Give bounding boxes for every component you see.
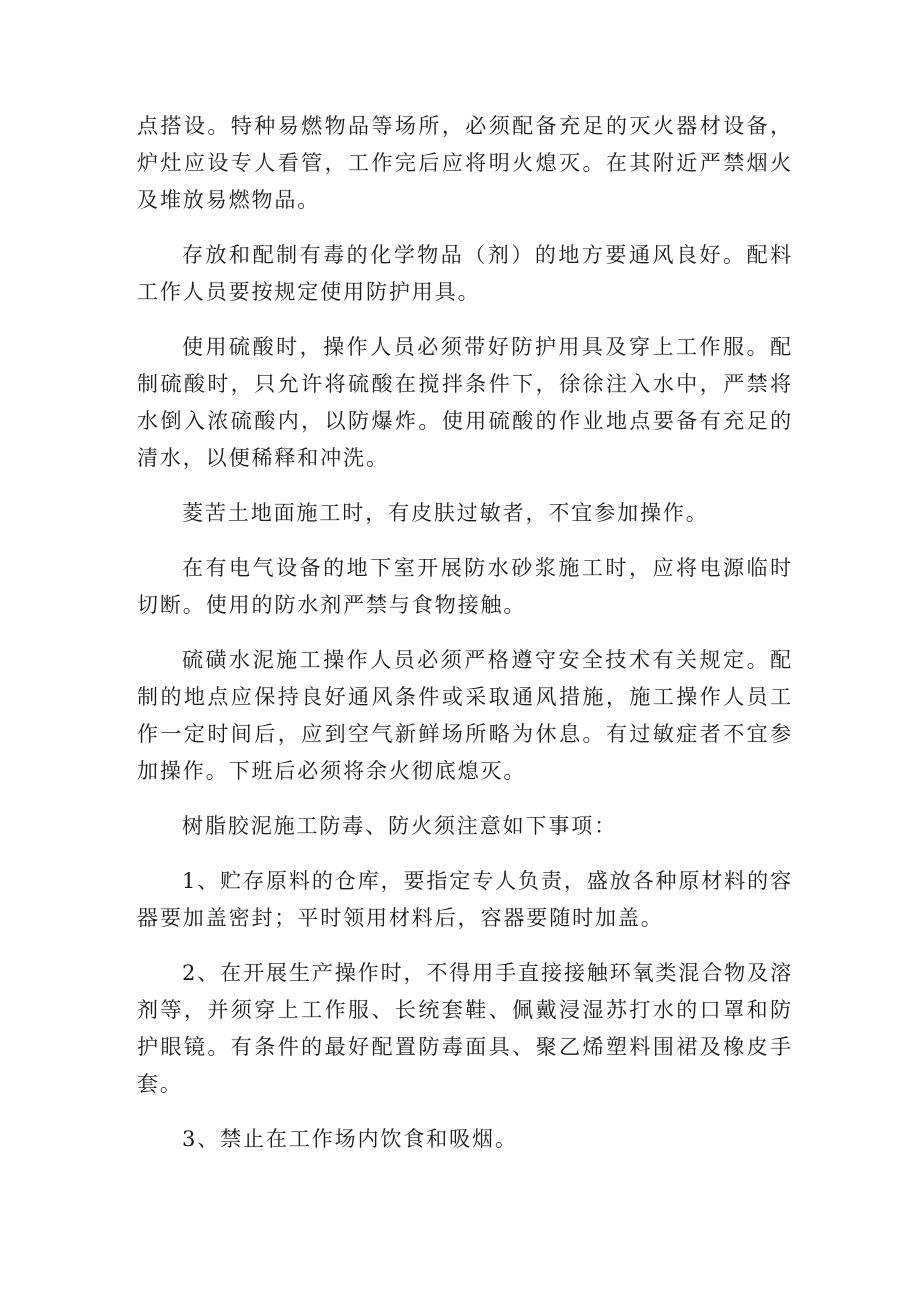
list-item-storage: 1、贮存原料的仓库，要指定专人负责，盛放各种原材料的容器要加盖密封；平时领用材料后，容器要随时加盖。	[137, 869, 793, 930]
paragraph-toxic-chemicals: 存放和配制有毒的化学物品（剂）的地方要通风良好。配料工作人员要按规定使用防护用具。	[137, 243, 793, 304]
paragraph-magnesite-floor: 菱苦土地面施工时，有皮肤过敏者，不宜参加操作。	[182, 501, 709, 525]
list-item-no-eating-smoking: 3、禁止在工作场内饮食和吸烟。	[182, 1127, 518, 1151]
document-body	[137, 108, 793, 1158]
paragraph-waterproof-mortar: 在有电气设备的地下室开展防水砂浆施工时，应将电源临时切断。使用的防水剂严禁与食物接触。	[137, 556, 793, 617]
list-item-protective-gear: 2、在开展生产操作时，不得用手直接接触环氧类混合物及溶剂等，并须穿上工作服、长统套鞋、佩戴浸湿苏打水的口罩和防护眼镜。有条件的最好配置防毒面具、聚乙烯塑料围裙及橡皮手套。	[137, 961, 793, 1096]
paragraph-resin-cement-intro: 树脂胶泥施工防毒、防火须注意如下事项：	[182, 814, 618, 838]
paragraph-fire-prevention: 点搭设。特种易燃物品等场所，必须配备充足的灭火器材设备，炉灶应设专人看管，工作完后应将明火熄灭。在其附近严禁烟火及堆放易燃物品。	[137, 114, 793, 212]
paragraph-sulfur-cement: 硫磺水泥施工操作人员必须严格遵守安全技术有关规定。配制的地点应保持良好通风条件或采取通风措施，施工操作人员工作一定时间后，应到空气新鲜场所略为休息。有过敏症者不宜参加操作。下班后必须将余火彻底熄灭。	[137, 648, 793, 783]
paragraph-sulfuric-acid: 使用硫酸时，操作人员必须带好防护用具及穿上工作服。配制硫酸时，只允许将硫酸在搅拌条件下，徐徐注入水中，严禁将水倒入浓硫酸内，以防爆炸。使用硫酸的作业地点要备有充足的清水，以便稀释和冲洗。	[137, 335, 793, 470]
